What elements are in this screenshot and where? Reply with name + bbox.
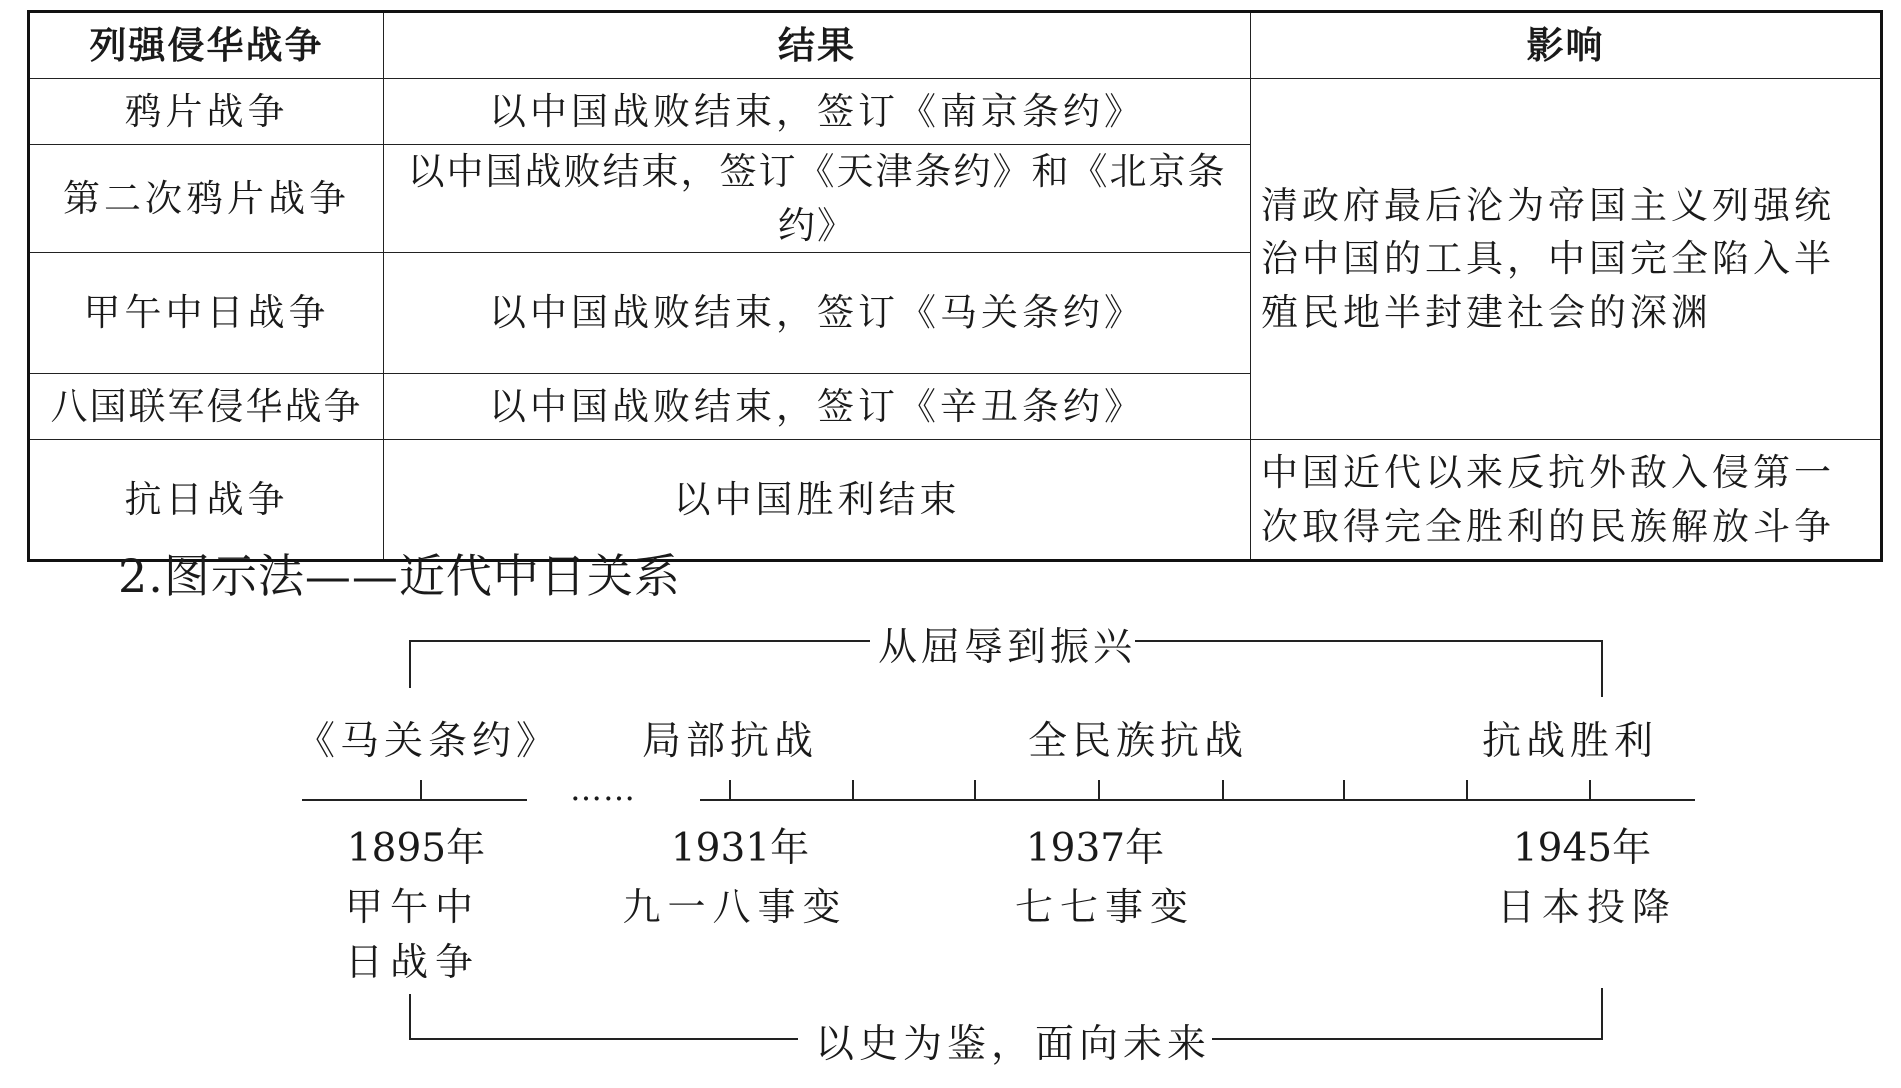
war-cell: 甲午中日战争 [29,253,384,374]
top-bracket-left [410,641,870,688]
result-cell: 以中国战败结束，签订《南京条约》 [384,79,1251,145]
header-result: 结果 [384,12,1251,79]
impact-cell: 中国近代以来反抗外敌入侵第一次取得完全胜利的民族解放斗争 [1251,440,1882,561]
event-year-1931: 1931年 [670,826,810,871]
event-label-1931: 局部抗战 [641,719,818,764]
result-cell: 以中国战败结束，签订《马关条约》 [384,253,1251,374]
war-cell: 抗日战争 [29,440,384,561]
event-name-1945: 日本投降 [1496,885,1677,929]
top-bracket-right [1135,641,1602,697]
section-heading: 2.图示法——近代中日关系 [118,549,681,603]
event-year-1895: 1895年 [346,826,486,871]
event-label-1945: 抗战胜利 [1481,719,1658,764]
event-name-1931: 九一八事变 [622,885,848,929]
event-label-1937: 全民族抗战 [1027,719,1248,764]
result-cell: 以中国战败结束，签订《天津条约》和《北京条约》 [384,145,1251,253]
top-bracket-label: 从屈辱到振兴 [878,625,1137,670]
bottom-bracket-left [410,994,798,1039]
war-cell: 第二次鸦片战争 [29,145,384,253]
event-name-1937: 七七事变 [1014,885,1195,929]
event-year-1945: 1945年 [1512,826,1652,871]
header-war: 列强侵华战争 [29,12,384,79]
ellipsis-marker: …… [570,770,636,808]
impact-cell: 清政府最后沦为帝国主义列强统治中国的工具，中国完全陷入半殖民地半封建社会的深渊 [1251,79,1882,440]
war-cell: 鸦片战争 [29,79,384,145]
event-label-1895: 《马关条约》 [296,719,561,764]
bottom-bracket-label: 以史为鉴，面向未来 [815,1022,1212,1067]
result-cell: 以中国战败结束，签订《辛丑条约》 [384,374,1251,440]
result-cell: 以中国胜利结束 [384,440,1251,561]
event-year-1937: 1937年 [1025,826,1165,871]
event-name-1895: 甲午中日战争 [344,885,480,985]
war-cell: 八国联军侵华战争 [29,374,384,440]
header-impact: 影响 [1251,12,1882,79]
bottom-bracket-right [1212,988,1602,1039]
